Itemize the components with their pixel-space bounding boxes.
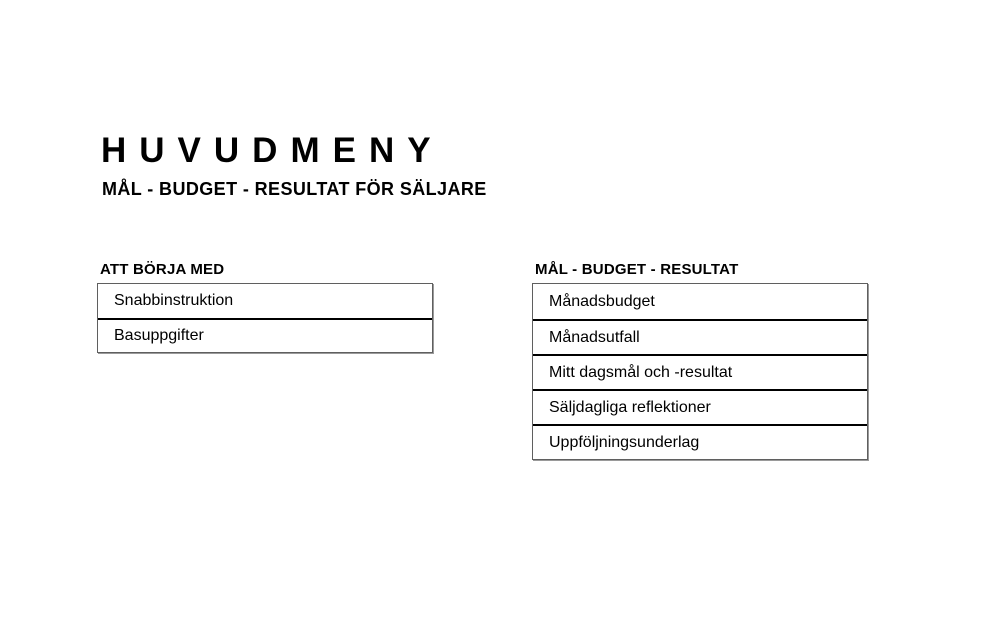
page-title: HUVUDMENY bbox=[101, 131, 444, 170]
section-mal-budget-resultat bbox=[532, 261, 869, 460]
page-subtitle: MÅL - BUDGET - RESULTAT FÖR SÄLJARE bbox=[102, 179, 487, 199]
menu-item-saljdagliga-reflektioner[interactable] bbox=[533, 389, 867, 424]
menu-item-label: Säljdagliga reflektioner bbox=[549, 398, 711, 416]
menu-item-uppfoljningsunderlag[interactable] bbox=[533, 424, 867, 459]
menu-item-label: Snabbinstruktion bbox=[114, 292, 234, 309]
section-att-borja-med bbox=[97, 261, 434, 353]
menu-item-basuppgifter[interactable] bbox=[98, 318, 432, 352]
section-heading-mal-budget-resultat: MÅL - BUDGET - RESULTAT bbox=[535, 261, 739, 278]
menu-item-label: Månadsutfall bbox=[549, 328, 640, 346]
menu-item-label: Basuppgifter bbox=[114, 327, 204, 344]
menu-box-mal-budget-resultat bbox=[532, 283, 868, 460]
menu-item-manadsbudget[interactable] bbox=[533, 284, 867, 319]
menu-item-label: Mitt dagsmål och -resultat bbox=[549, 363, 733, 381]
section-heading-att-borja-med: ATT BÖRJA MED bbox=[100, 261, 225, 278]
menu-item-label: Uppföljningsunderlag bbox=[549, 433, 700, 451]
menu-item-mitt-dagsmal-och-resultat[interactable] bbox=[533, 354, 867, 389]
menu-item-label: Månadsbudget bbox=[549, 292, 655, 310]
menu-box-att-borja-med bbox=[97, 283, 433, 353]
menu-item-manadsutfall[interactable] bbox=[533, 319, 867, 354]
menu-item-snabbinstruktion[interactable] bbox=[98, 284, 432, 318]
